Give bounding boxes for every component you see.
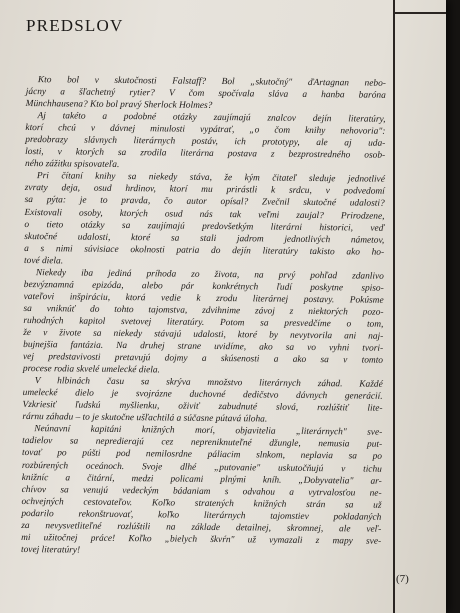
paragraph bbox=[24, 170, 385, 270]
text-line: losti, v ktorých sa zrodila literárna postava z bezprostredného osob- bbox=[25, 147, 386, 162]
text-line: zvraty deja, osud hrdinov, ktorí mu prirástli k srdcu, v podvedomí bbox=[24, 183, 385, 198]
text-line: rárnu záhadu – to je skutočne ušľachtilá a súčasne pútavá úloha. bbox=[22, 412, 268, 425]
page-title: PREDSLOV bbox=[26, 16, 124, 35]
text-line: Kto bol v skutočnosti Falstaff? Bol „skutočný" ďArtagnan nebo- bbox=[37, 75, 386, 89]
text-line: tovej literatúry! bbox=[20, 544, 81, 556]
text-line: podarilo rekonštruovať, koľko literárnych tajomstiev pokladaných bbox=[21, 508, 382, 523]
margin-rule-vertical bbox=[393, 0, 395, 613]
text-line: mi užitočnej práce! Koľko „bielych škvŕn" už vymazali z mapy sve- bbox=[21, 532, 382, 547]
text-line: Aj takéto a podobné otázky zaujímajú znalcov dejín literatúry, bbox=[37, 111, 386, 125]
text-line: a s nimi súvisiace okolnosti patria do dejín literatúry takisto ako ho- bbox=[24, 243, 385, 258]
text-line: rozbúrených oceánoch. Svoje dlhé „putovanie" uskutočňujú v tichu bbox=[21, 460, 382, 475]
text-line: tadielov sa nepredierajú cez nepreniknuteľné džungle, nemusia put- bbox=[22, 436, 383, 451]
text-line: chívov sa venujú vedeckým bádaniam s odvahou a vytrvalosťou ne- bbox=[21, 484, 382, 499]
text-line: za nevysvetliteľné rozlúštili na základe detailnej, skromnej, ale veľ- bbox=[21, 520, 382, 535]
text-line: ruhodných kapitol svetovej literatúry. Potom sa presvedčíme o tom, bbox=[23, 315, 384, 330]
margin-rule-horizontal bbox=[393, 12, 446, 14]
text-line: vateľovi inšpiráciu, ktorá vedie k zrodu literárnej postavy. Pokúsme bbox=[23, 291, 384, 306]
text-line: Existovali osoby, ktorých osud nás tak veľmi zaujal? Prirodzene, bbox=[24, 207, 385, 222]
text-line: Münchhausena? Kto bol pravý Sherlock Holmes? bbox=[25, 99, 213, 112]
text-line: ochvejných cestovateľov. Koľko stratených knižných strán sa už bbox=[21, 496, 382, 511]
paragraph bbox=[23, 267, 384, 379]
text-line: ného zážitku spisovateľa. bbox=[25, 159, 120, 171]
page-number: (7) bbox=[396, 573, 409, 585]
text-line: že v živote sa niekedy stávajú udalosti, ktoré by nevytvorila ani naj- bbox=[23, 327, 384, 342]
paragraph bbox=[22, 375, 382, 427]
text-line: procese rodia skvelé umelecké diela. bbox=[22, 364, 160, 376]
paragraph bbox=[26, 74, 386, 114]
text-line: bezvýznamná epizóda, alebo pár konkrétnych ľudí poskytne spiso- bbox=[23, 279, 384, 294]
paragraph bbox=[21, 423, 382, 559]
text-line: sa pýta: je to pravda, čo autor opísal? Zvečnil skutočné udalosti? bbox=[24, 195, 385, 210]
text-line: ktorí chcú v dávnej minulosti vypátrať, „o čom knihy nehovoria": bbox=[25, 123, 386, 137]
body-text bbox=[21, 74, 386, 560]
text-line: predobrazy slávnych literárnych postáv, ich prototypy, ale aj uda- bbox=[25, 135, 386, 150]
text-line: umelecké dielo je svojrázne duchovné dedičstvo dávnych generácií. bbox=[22, 388, 383, 402]
text-line: jácny a šľachetný rytier? V čom spočívala sláva a hanba baróna bbox=[25, 87, 386, 101]
text-line: Neúnavní kapitáni knižných morí, objavitelia „literárnych" sve- bbox=[34, 424, 383, 439]
text-line: tové diela. bbox=[23, 255, 64, 267]
text-line: tovať po púšti pod nemilosrdne páliacim slnkom, neplavia sa po bbox=[21, 448, 383, 463]
text-line: Vzkriesiť ľudskú myšlienku, oživiť zabudnuté slová, rozlúštiť lite- bbox=[22, 400, 383, 415]
text-line: sa vniknúť do tohto tajomstva, zdvihnime závoj z niektorých pozo- bbox=[23, 303, 384, 318]
text-line: o tieto otázky sa zaujímajú predovšetkým literárni historici, veď bbox=[24, 219, 385, 234]
text-line: knižníc a čitární, medzi policami plnými kníh. „Dobyvatelia" ar- bbox=[21, 472, 382, 487]
text-line: V hlbinách času sa skrýva množstvo literárnych záhad. Každé bbox=[34, 376, 383, 390]
text-line: Niekedy iba jediná príhoda zo života, na prvý pohľad zdanlivo bbox=[35, 267, 384, 282]
text-line: skutočné udalosti, ktoré sa stali jadrom jednotlivých námetov, bbox=[24, 231, 385, 246]
text-line: Pri čítaní knihy sa niekedy stáva, že kým čitateľ sleduje jednotlivé bbox=[36, 171, 385, 186]
text-line: vej predstavivosti pretavujú dojmy a skúsenosti a ako sa v tomto bbox=[22, 352, 384, 366]
text-line: bujnejšia fantázia. Na druhej strane uvidíme, ako sa vo vyhni tvori- bbox=[23, 340, 384, 354]
paragraph bbox=[25, 110, 386, 174]
